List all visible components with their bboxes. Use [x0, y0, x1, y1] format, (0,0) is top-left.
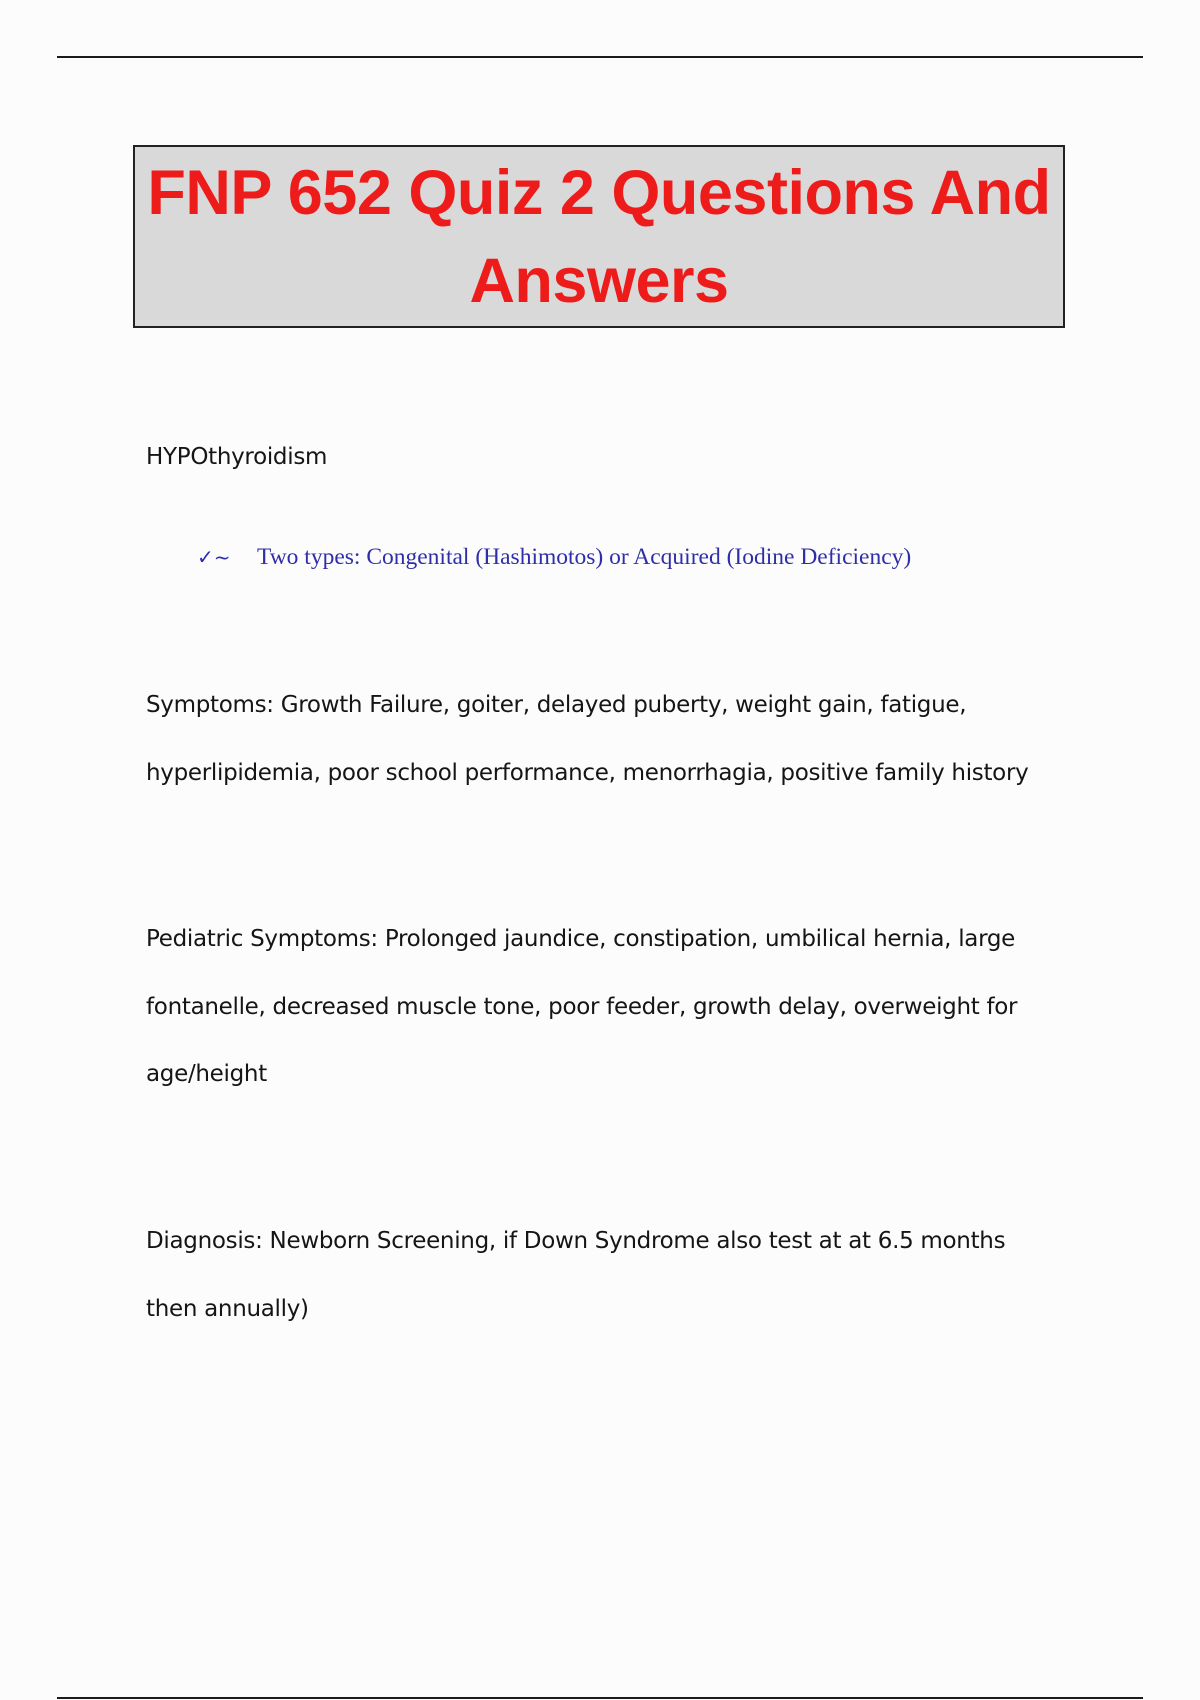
paragraph-line: hyperlipidemia, poor school performance, menorrhagia, positive family history — [146, 759, 1029, 786]
paragraph-line: Diagnosis: Newborn Screening, if Down Syndrome also test at at 6.5 months — [146, 1228, 1006, 1254]
paragraph-line: Symptoms: Growth Failure, goiter, delayed puberty, weight gain, fatigue, — [146, 692, 967, 718]
bullet-item — [197, 540, 911, 574]
topic-heading: HYPOthyroidism — [146, 444, 328, 470]
checkmark-icon: ✓~ — [197, 545, 231, 569]
symptoms-paragraph — [146, 672, 1046, 807]
paragraph-line: Pediatric Symptoms: Prolonged jaundice, constipation, umbilical hernia, large — [146, 926, 1015, 952]
paragraph-line: then annually) — [146, 1295, 309, 1322]
top-divider — [57, 56, 1143, 58]
pediatric-symptoms-paragraph — [146, 906, 1046, 1109]
bullet-text: Two types: Congenital (Hashimotos) or Acquired (Iodine Deficiency) — [257, 543, 912, 570]
paragraph-line: age/height — [146, 1061, 267, 1087]
paragraph-line: fontanelle, decreased muscle tone, poor feeder, growth delay, overweight for — [146, 993, 1018, 1020]
title-banner — [133, 145, 1065, 328]
bottom-divider — [57, 1697, 1143, 1699]
document-title: FNP 652 Quiz 2 Questions And Answers — [147, 157, 1051, 316]
diagnosis-paragraph — [146, 1208, 1046, 1343]
